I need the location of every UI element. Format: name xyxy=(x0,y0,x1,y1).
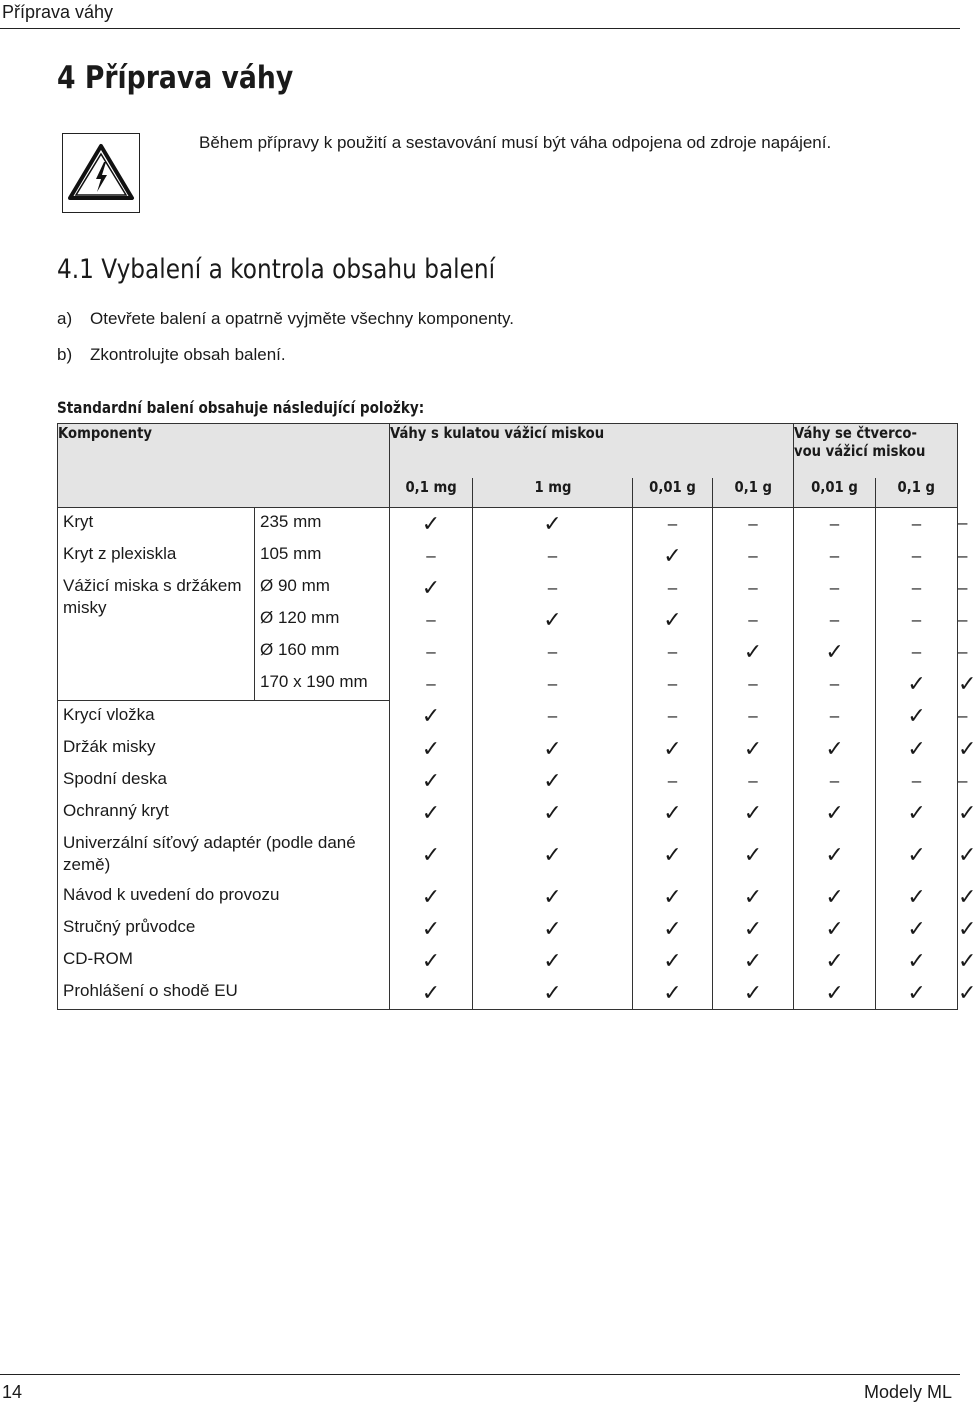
not-included-dash: – xyxy=(794,540,876,572)
not-included-dash: – xyxy=(633,507,713,540)
step-text: Otevřete balení a opatrně vyjměte všechny komponenty. xyxy=(90,309,514,328)
spec-cell: 235 mm xyxy=(255,507,390,540)
not-included-dash: – xyxy=(390,668,473,701)
not-included-dash: – xyxy=(794,572,876,604)
table-row: Vážicí miska s držákem misky Ø 90 mm ✓ – – – – – – xyxy=(58,572,958,604)
included-check-icon: ✓ xyxy=(473,797,633,829)
included-check-icon: ✓ xyxy=(794,797,876,829)
included-check-icon: ✓ xyxy=(794,829,876,881)
included-check-icon: ✓ xyxy=(473,765,633,797)
included-check-icon: ✓ xyxy=(633,540,713,572)
spec-cell: Ø 120 mm xyxy=(255,604,390,636)
not-included-dash: – xyxy=(876,636,958,668)
included-check-icon: ✓ xyxy=(473,604,633,636)
step-b xyxy=(57,344,286,366)
included-check-icon: ✓ xyxy=(876,668,958,701)
included-check-icon: ✓ xyxy=(713,733,794,765)
component-cell: Držák misky xyxy=(58,733,390,765)
not-included-dash: – xyxy=(794,765,876,797)
included-check-icon: ✓ xyxy=(713,945,794,977)
table-row: Návod k uvedení do provozu ✓ ✓ ✓ ✓ ✓ ✓ ✓ xyxy=(58,881,958,913)
not-included-dash: – xyxy=(713,540,794,572)
included-check-icon: ✓ xyxy=(876,945,958,977)
included-check-icon: ✓ xyxy=(713,913,794,945)
included-check-icon: ✓ xyxy=(633,797,713,829)
not-included-dash: – xyxy=(713,572,794,604)
readability-header: 0,01 g xyxy=(633,478,713,508)
table-row: 170 x 190 mm – – – – – ✓ ✓ xyxy=(58,668,958,701)
table-row: Držák misky ✓ ✓ ✓ ✓ ✓ ✓ ✓ xyxy=(58,733,958,765)
not-included-dash: – xyxy=(473,668,633,701)
included-check-icon: ✓ xyxy=(713,636,794,668)
not-included-dash: – xyxy=(794,507,876,540)
included-check-icon: ✓ xyxy=(390,507,473,540)
page-number: 14 xyxy=(2,1382,23,1402)
table-row: CD-ROM ✓ ✓ ✓ ✓ ✓ ✓ ✓ xyxy=(58,945,958,977)
component-cell: Kryt xyxy=(58,507,255,540)
included-check-icon: ✓ xyxy=(473,881,633,913)
step-a xyxy=(57,308,514,330)
table-row: Kryt 235 mm ✓ ✓ – – – – – xyxy=(58,507,958,540)
not-included-dash: – xyxy=(390,604,473,636)
included-check-icon: ✓ xyxy=(713,881,794,913)
not-included-dash: – xyxy=(794,700,876,733)
not-included-dash: – xyxy=(633,572,713,604)
not-included-dash: – xyxy=(390,636,473,668)
included-check-icon: ✓ xyxy=(390,945,473,977)
included-check-icon: ✓ xyxy=(794,881,876,913)
included-check-icon: ✓ xyxy=(390,765,473,797)
included-check-icon: ✓ xyxy=(390,572,473,604)
header-components: Komponenty xyxy=(58,424,390,508)
not-included-dash: – xyxy=(794,668,876,701)
not-included-dash: – xyxy=(633,636,713,668)
readability-header: 0,01 g xyxy=(794,478,876,508)
readability-header: 0,1 g xyxy=(713,478,794,508)
component-cell: Návod k uvedení do provozu xyxy=(58,881,390,913)
footer-model: Modely ML xyxy=(863,1382,952,1402)
included-check-icon: ✓ xyxy=(876,913,958,945)
included-check-icon: ✓ xyxy=(794,733,876,765)
included-check-icon: ✓ xyxy=(633,945,713,977)
table-row: Krycí vložka ✓ – – – – ✓ – xyxy=(58,700,958,733)
included-check-icon: ✓ xyxy=(876,977,958,1010)
included-check-icon: ✓ xyxy=(713,829,794,881)
spec-cell: 105 mm xyxy=(255,540,390,572)
included-check-icon: ✓ xyxy=(633,881,713,913)
high-voltage-warning-icon xyxy=(63,134,139,211)
not-included-dash: – xyxy=(794,604,876,636)
readability-header: 0,1 mg xyxy=(390,478,473,508)
table-row: Spodní deska ✓ ✓ – – – – – xyxy=(58,765,958,797)
running-header xyxy=(0,0,960,29)
included-check-icon: ✓ xyxy=(390,797,473,829)
included-check-icon: ✓ xyxy=(390,700,473,733)
not-included-dash: – xyxy=(633,668,713,701)
component-cell: Prohlášení o shodě EU xyxy=(58,977,390,1010)
readability-header: 1 mg xyxy=(473,478,633,508)
spec-cell: Ø 160 mm xyxy=(255,636,390,668)
not-included-dash: – xyxy=(713,668,794,701)
not-included-dash: – xyxy=(713,604,794,636)
not-included-dash: – xyxy=(473,700,633,733)
component-cell: CD-ROM xyxy=(58,945,390,977)
included-check-icon: ✓ xyxy=(876,797,958,829)
package-contents-table xyxy=(57,423,976,1010)
component-cell: Spodní deska xyxy=(58,765,390,797)
included-check-icon: ✓ xyxy=(390,881,473,913)
included-check-icon: ✓ xyxy=(633,733,713,765)
component-cell: Krycí vložka xyxy=(58,700,390,733)
included-check-icon: ✓ xyxy=(876,829,958,881)
table-row: Ø 120 mm – ✓ ✓ – – – – xyxy=(58,604,958,636)
not-included-dash: – xyxy=(633,765,713,797)
included-check-icon: ✓ xyxy=(633,977,713,1010)
included-check-icon: ✓ xyxy=(794,977,876,1010)
not-included-dash: – xyxy=(876,572,958,604)
table-row: Kryt z plexiskla 105 mm – – ✓ – – – – xyxy=(58,540,958,572)
table-body xyxy=(58,507,976,1009)
component-cell: Vážicí miska s držákem misky xyxy=(58,572,255,701)
spec-cell: Ø 90 mm xyxy=(255,572,390,604)
step-letter: a) xyxy=(57,309,73,328)
included-check-icon: ✓ xyxy=(390,733,473,765)
not-included-dash: – xyxy=(390,540,473,572)
step-text: Zkontrolujte obsah balení. xyxy=(90,345,286,364)
included-check-icon: ✓ xyxy=(473,829,633,881)
included-check-icon: ✓ xyxy=(633,913,713,945)
included-check-icon: ✓ xyxy=(794,913,876,945)
included-check-icon: ✓ xyxy=(713,797,794,829)
included-check-icon: ✓ xyxy=(876,733,958,765)
included-check-icon: ✓ xyxy=(794,945,876,977)
table-row: Univerzální síťový adaptér (podle dané země) ✓ ✓ ✓ ✓ ✓ ✓ ✓ xyxy=(58,829,958,881)
step-letter: b) xyxy=(57,345,73,364)
not-included-dash: – xyxy=(876,604,958,636)
not-included-dash: – xyxy=(713,765,794,797)
readability-header: 0,1 g xyxy=(876,478,958,508)
warning-text: Během přípravy k použití a sestavování musí být váha odpojena od zdroje napájení. xyxy=(199,133,832,152)
included-check-icon: ✓ xyxy=(473,945,633,977)
not-included-dash: – xyxy=(633,700,713,733)
not-included-dash: – xyxy=(876,507,958,540)
not-included-dash: – xyxy=(876,540,958,572)
included-check-icon: ✓ xyxy=(876,881,958,913)
included-check-icon: ✓ xyxy=(633,604,713,636)
chapter-title: 4 Příprava váhy xyxy=(57,60,294,96)
table-row: Stručný průvodce ✓ ✓ ✓ ✓ ✓ ✓ ✓ xyxy=(58,913,958,945)
included-check-icon: ✓ xyxy=(633,829,713,881)
included-check-icon: ✓ xyxy=(390,829,473,881)
header-square-pan: Váhy se čtverco- vou vážicí miskou xyxy=(794,424,958,478)
included-check-icon: ✓ xyxy=(473,733,633,765)
section-title: 4.1 Vybalení a kontrola obsahu balení xyxy=(57,254,496,285)
included-check-icon: ✓ xyxy=(390,913,473,945)
included-check-icon: ✓ xyxy=(473,507,633,540)
table-header-row xyxy=(58,424,958,478)
included-check-icon: ✓ xyxy=(473,913,633,945)
included-check-icon: ✓ xyxy=(876,700,958,733)
not-included-dash: – xyxy=(876,765,958,797)
warning-symbol-box xyxy=(62,133,140,213)
not-included-dash: – xyxy=(473,540,633,572)
spec-cell: 170 x 190 mm xyxy=(255,668,390,701)
component-cell: Stručný průvodce xyxy=(58,913,390,945)
table-row: Ochranný kryt ✓ ✓ ✓ ✓ ✓ ✓ ✓ xyxy=(58,797,958,829)
table-row: Ø 160 mm – – – ✓ ✓ – – xyxy=(58,636,958,668)
included-check-icon: ✓ xyxy=(713,977,794,1010)
footer-rule xyxy=(0,1374,960,1375)
component-cell: Ochranný kryt xyxy=(58,797,390,829)
included-check-icon: ✓ xyxy=(390,977,473,1010)
running-title: Příprava váhy xyxy=(2,2,114,22)
header-round-pan: Váhy s kulatou vážicí miskou xyxy=(390,424,794,478)
included-check-icon: ✓ xyxy=(473,977,633,1010)
component-cell: Univerzální síťový adaptér (podle dané země) xyxy=(58,829,390,881)
component-cell: Kryt z plexiskla xyxy=(58,540,255,572)
not-included-dash: – xyxy=(473,636,633,668)
not-included-dash: – xyxy=(713,700,794,733)
not-included-dash: – xyxy=(713,507,794,540)
table-caption: Standardní balení obsahuje následující položky: xyxy=(57,398,425,417)
not-included-dash: – xyxy=(473,572,633,604)
table-row: Prohlášení o shodě EU ✓ ✓ ✓ ✓ ✓ ✓ ✓ xyxy=(58,977,958,1010)
included-check-icon: ✓ xyxy=(794,636,876,668)
